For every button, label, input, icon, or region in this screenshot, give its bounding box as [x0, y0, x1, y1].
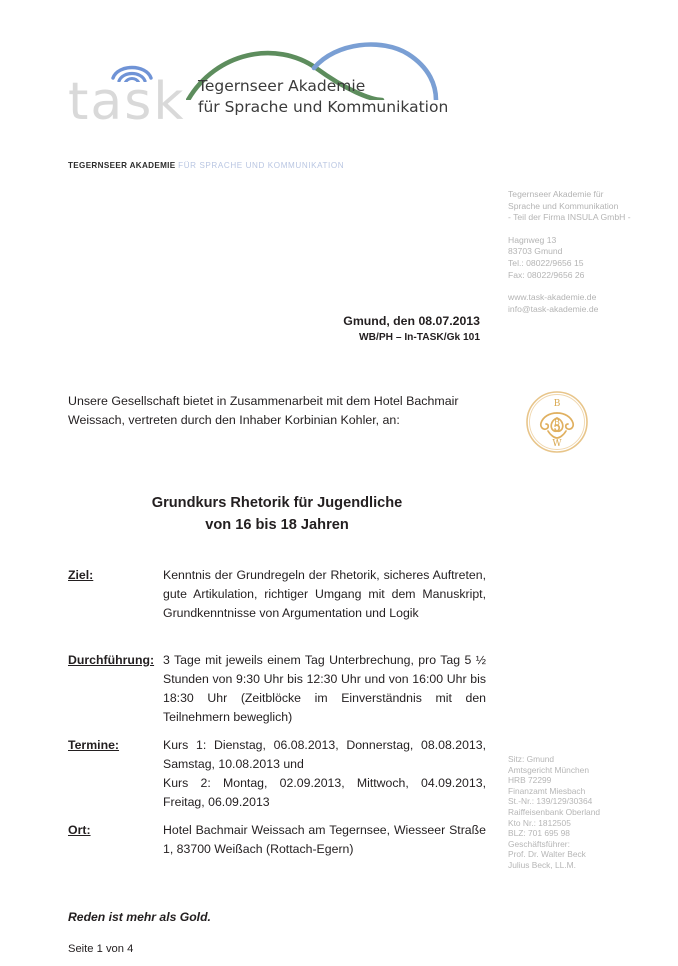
hotel-bachmair-seal-icon — [524, 389, 590, 455]
legal-line-hrb: HRB 72299 — [508, 775, 552, 786]
page-number: Seite 1 von 4 — [68, 943, 134, 955]
course-title-line-2: von 16 bis 18 Jahren — [205, 517, 349, 533]
letterhead-tagline-bold: TEGERNSEER AKADEMIE — [68, 161, 176, 170]
detail-value-ort: Hotel Bachmair Weissach am Tegernsee, Wiesseer Straße 1, 83700 Weißach (Rottach-Egern) — [163, 823, 486, 856]
logo-organization-name — [198, 76, 448, 118]
legal-line-blz: BLZ: 701 695 98 — [508, 828, 570, 839]
address-city: 83703 Gmund — [508, 246, 563, 257]
address-location-group — [508, 235, 668, 281]
address-fax: Fax: 08022/9656 26 — [508, 269, 585, 280]
legal-line-steuernummer: St.-Nr.: 139/129/30364 — [508, 796, 593, 807]
address-company-line-1: Tegernseer Akademie für — [508, 189, 604, 199]
address-company-group — [508, 189, 668, 224]
svg-text:B: B — [554, 418, 560, 427]
detail-value-durchfuehrung: 3 Tage mit jeweils einem Tag Unterbrechung, pro Tag 5 ½ Stunden von 9:30 Uhr bis 12:30 Uhr und von 16:00 Uhr bis 18:30 Uhr (Zeitblöcke im Einverständnis mit den Teilnehmern beweglich) — [163, 653, 486, 724]
detail-label-ziel: Ziel: — [68, 568, 94, 582]
detail-label-ort: Ort: — [68, 823, 91, 837]
intro-paragraph: Unsere Gesellschaft bietet in Zusammenarbeit mit dem Hotel Bachmair Weissach, vertreten durch den Inhaber Korbinian Kohler, an: — [68, 394, 459, 427]
detail-value-termine-kurs-1: Kurs 1: Dienstag, 06.08.2013, Donnerstag, 08.08.2013, Samstag, 10.08.2013 und — [163, 738, 486, 771]
company-slogan: Reden ist mehr als Gold. — [68, 910, 211, 924]
detail-row-ziel — [68, 566, 486, 623]
address-email[interactable]: info@task-akademie.de — [508, 303, 599, 314]
detail-row-termine — [68, 736, 486, 812]
legal-line-geschaeftsfuehrer: Geschäftsführer: — [508, 838, 570, 849]
sender-address-block — [508, 189, 668, 315]
detail-row-durchfuehrung — [68, 651, 486, 727]
detail-label-termine: Termine: — [68, 738, 120, 752]
legal-line-konto: Kto Nr.: 1812505 — [508, 817, 571, 828]
address-company-line-2: Sprache und Kommunikation — [508, 200, 619, 211]
letterhead-logo — [68, 38, 488, 133]
course-title-line-1: Grundkurs Rhetorik für Jugendliche — [151, 495, 403, 511]
detail-value-termine-kurs-2: Kurs 2: Montag, 02.09.2013, Mittwoch, 04.09.2013, Freitag, 06.09.2013 — [163, 776, 486, 809]
document-reference: WB/PH – In-TASK/Gk 101 — [359, 332, 480, 343]
address-company-line-3: - Teil der Firma INSULA GmbH - — [508, 212, 631, 223]
logo-org-line-1: Tegernseer Akademie — [198, 77, 366, 95]
address-website[interactable]: www.task-akademie.de — [508, 292, 597, 303]
svg-text:W: W — [552, 439, 562, 449]
detail-row-ort — [68, 821, 486, 859]
detail-value-termine — [163, 736, 486, 812]
legal-line-manager-2: Julius Beck, LL.M. — [508, 859, 576, 870]
letterhead-tagline-light: FÜR SPRACHE UND KOMMUNIKATION — [178, 161, 345, 170]
address-phone: Tel.: 08022/9656 15 — [508, 257, 584, 268]
address-street: Hagnweg 13 — [508, 234, 557, 245]
letterhead-tagline — [68, 161, 344, 170]
legal-line-bank: Raiffeisenbank Oberland — [508, 806, 601, 817]
legal-line-finanzamt: Finanzamt Miesbach — [508, 785, 586, 796]
logo-wordmark: task — [68, 72, 186, 132]
detail-value-ziel: Kenntnis der Grundregeln der Rhetorik, sicheres Auftreten, gute Artikulation, richtiger Umgang mit dem Manuskript, Grundkenntnisse von Argumentation und Logik — [163, 568, 486, 620]
svg-text:B: B — [553, 399, 561, 409]
address-online-group — [508, 292, 668, 315]
legal-info-block — [508, 754, 673, 871]
logo-org-line-2: für Sprache und Kommunikation — [198, 98, 449, 116]
legal-line-amtsgericht: Amtsgericht München — [508, 764, 589, 775]
detail-label-durchfuehrung: Durchführung: — [68, 653, 155, 667]
legal-line-manager-1: Prof. Dr. Walter Beck — [508, 849, 586, 860]
document-date: Gmund, den 08.07.2013 — [343, 314, 480, 328]
date-reference-block — [180, 313, 480, 345]
course-title — [68, 492, 486, 536]
legal-line-sitz: Sitz: Gmund — [508, 754, 555, 764]
